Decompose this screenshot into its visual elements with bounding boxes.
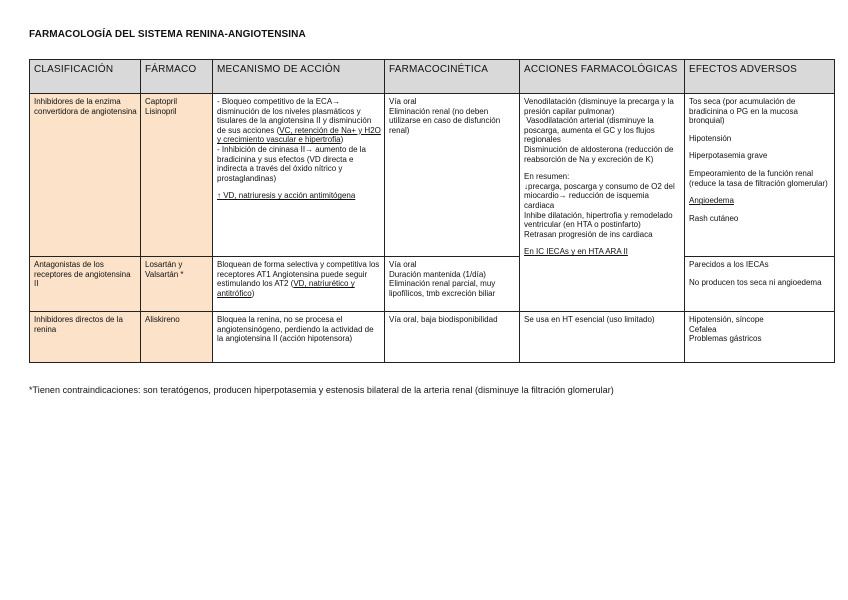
mechanism-text: - Bloqueo competitivo de la ECA→ disminución de los niveles plasmáticos y tisulares de la angiotensina II y disminución de sus acciones ( — [217, 97, 372, 135]
page-title: FARMACOLOGÍA DEL SISTEMA RENINA-ANGIOTENSINA — [29, 29, 306, 40]
pk-text: Vía oral — [389, 97, 417, 106]
cell-farmaco — [141, 257, 213, 312]
cell-clasificacion: Inhibidores de la enzima convertidora de angiotensina — [30, 94, 141, 257]
cell-clasificacion: Antagonistas de los receptores de angiotensina II — [30, 257, 141, 312]
cell-farmaco — [141, 94, 213, 257]
adverse-effect: Tos seca (por acumulación de bradicinina o PG en la mucosa bronquial) — [689, 97, 798, 126]
pk-text: Eliminación renal (no deben utilizarse en caso de disfunción renal) — [389, 106, 501, 135]
action-text: Venodilatación (disminuye la precarga y la presión capilar pulmonar) — [524, 97, 674, 116]
cell-efectos — [685, 312, 835, 363]
table-row — [30, 94, 835, 257]
table-header-row — [30, 60, 835, 94]
action-text: Disminución de aldosterona (reducción de reabsorción de Na y excreción de K) — [524, 144, 674, 164]
adverse-effect: Parecidos a los IECAs — [689, 260, 769, 269]
table-row — [30, 312, 835, 363]
mechanism-underlined: VD, natriurético y antitrófico — [217, 279, 355, 298]
header-clasificacion: CLASIFICACIÓN — [30, 60, 141, 94]
adverse-effect: Rash cutáneo — [689, 213, 739, 223]
pk-text: Eliminación renal parcial, muy lipofílicos, tmb excreción biliar — [389, 279, 496, 298]
table-row — [30, 257, 835, 312]
header-efectos: EFECTOS ADVERSOS — [685, 60, 835, 94]
action-text: Vasodilatación arterial (disminuye la poscarga, aumenta el GC y los flujos regionales — [524, 116, 657, 145]
header-mecanismo: MECANISMO DE ACCIÓN — [213, 60, 385, 94]
drug-name: Valsartán * — [145, 269, 184, 279]
cell-farmacocinetica — [385, 257, 520, 312]
cell-mecanismo — [213, 94, 385, 257]
cell-mecanismo — [213, 257, 385, 312]
mechanism-text: Bloquean de forma selectiva y competitiva los receptores AT1 Angiotensina puede seguir estimulando los AT2 ( — [217, 260, 380, 289]
cell-farmacocinetica — [385, 312, 520, 363]
adverse-effect: Hipotensión, síncope — [689, 315, 764, 324]
header-farmacocinetica: FARMACOCINÉTICA — [385, 60, 520, 94]
drug-name: Aliskireno — [145, 315, 180, 324]
action-text: Retrasan progresión de ins cardiaca — [524, 229, 653, 239]
pk-text: Duración mantenida (1/día) — [389, 269, 486, 279]
adverse-effect: No producen tos seca ni angioedema — [689, 277, 822, 287]
cell-clasificacion: Inhibidores directos de la renina — [30, 312, 141, 363]
action-resumen-title: En resumen: — [524, 172, 570, 182]
cell-efectos — [685, 257, 835, 312]
adverse-effect: Problemas gástricos — [689, 334, 762, 344]
cell-acciones: Se usa en HT esencial (uso limitado) — [520, 312, 685, 363]
cell-mecanismo: Bloquea la renina, no se procesa el angiotensinógeno, perdiendo la actividad de la angiotensina II (acción hipotensora) — [213, 312, 385, 363]
action-resumen: ↓precarga, poscarga y consumo de O2 del miocardio→ reducción de isquemia cardiaca — [524, 181, 675, 210]
adverse-effect: Hiperpotasemia grave — [689, 151, 768, 161]
mechanism-text-end: ) — [340, 135, 344, 145]
adverse-effect: Cefalea — [689, 324, 717, 334]
mechanism-underlined: VC, retención de Na+ y H2O y crecimiento vascular e hipertrofia — [217, 125, 381, 145]
drug-table — [29, 59, 835, 363]
cell-efectos — [685, 94, 835, 257]
cell-acciones — [520, 94, 685, 312]
drug-name: Lisinopril — [145, 106, 177, 116]
header-acciones: ACCIONES FARMACOLÓGICAS — [520, 60, 685, 94]
adverse-effect: Hipotensión — [689, 133, 732, 143]
action-summary: En IC IECAs y en HTA ARA II — [524, 247, 628, 257]
drug-name: Losartán y — [145, 260, 183, 269]
adverse-effect: Angioedema — [689, 196, 734, 206]
pk-text: Vía oral, baja biodisponibilidad — [389, 315, 498, 324]
drug-name: Captopril — [145, 97, 178, 106]
mechanism-text: - Inhibición de cininasa II→ aumento de la bradicinina y sus efectos (VD directa e indirecta a través del óxido nítrico y prostaglandinas) — [217, 144, 366, 183]
adverse-effect: Empeoramiento de la función renal (reduce la tasa de filtración glomerular) — [689, 168, 828, 188]
footnote: *Tienen contraindicaciones: son teratógenos, producen hiperpotasemia y estenosis bilateral de la arteria renal (disminuye la filtración glomerular) — [29, 385, 614, 395]
cell-farmaco — [141, 312, 213, 363]
mechanism-text-end: ) — [251, 288, 255, 298]
cell-farmacocinetica — [385, 94, 520, 257]
mechanism-summary: ↑ VD, natriuresis y acción antimitógena — [217, 191, 356, 201]
header-farmaco: FÁRMACO — [141, 60, 213, 94]
action-text: Inhibe dilatación, hipertrofia y remodelado ventricular (en HTA o postinfarto) — [524, 210, 673, 230]
pk-text: Vía oral — [389, 260, 417, 269]
